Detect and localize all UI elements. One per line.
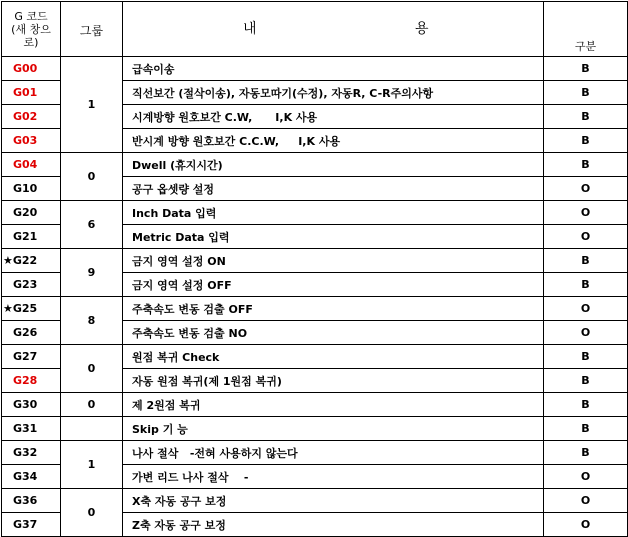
g-code-cell xyxy=(2,489,61,513)
g-code-label[interactable]: G03 xyxy=(13,134,38,147)
classification-cell: B xyxy=(544,129,628,153)
classification-cell: B xyxy=(544,393,628,417)
header-g-code xyxy=(2,2,61,57)
header-content-right: 용 xyxy=(415,21,429,37)
classification-cell: O xyxy=(544,225,628,249)
description-cell: 주축속도 변동 검출 NO xyxy=(123,321,544,345)
g-code-label[interactable]: G00 xyxy=(13,62,38,75)
g-code-cell xyxy=(2,201,61,225)
table-row xyxy=(2,201,628,225)
g-code-label[interactable]: G04 xyxy=(13,158,38,171)
classification-cell: B xyxy=(544,249,628,273)
classification-cell: B xyxy=(544,105,628,129)
g-code-label: G31 xyxy=(13,422,38,435)
g-code-cell xyxy=(2,441,61,465)
g-code-cell xyxy=(2,513,61,537)
description-cell: 제 2원점 복귀 xyxy=(123,393,544,417)
classification-cell: O xyxy=(544,513,628,537)
description-cell: 나사 절삭 -전혀 사용하지 않는다 xyxy=(123,441,544,465)
g-code-label: G23 xyxy=(13,278,38,291)
g-code-cell[interactable] xyxy=(2,129,61,153)
classification-cell: B xyxy=(544,273,628,297)
table-header-row xyxy=(2,2,628,57)
g-code-label: G37 xyxy=(13,518,38,531)
description-cell: X축 자동 공구 보정 xyxy=(123,489,544,513)
star-icon: ★ xyxy=(3,254,13,267)
g-code-label: G34 xyxy=(13,470,38,483)
g-code-label: G26 xyxy=(13,326,38,339)
header-content xyxy=(123,2,544,57)
classification-cell: B xyxy=(544,441,628,465)
description-cell: 급속이송 xyxy=(123,57,544,81)
g-code-label: G10 xyxy=(13,182,38,195)
g-code-cell xyxy=(2,393,61,417)
g-code-cell xyxy=(2,177,61,201)
g-code-label: G30 xyxy=(13,398,38,411)
group-cell xyxy=(61,417,123,441)
g-code-label: G25 xyxy=(12,302,38,315)
g-code-cell xyxy=(2,249,61,273)
g-code-cell xyxy=(2,345,61,369)
group-cell: 0 xyxy=(61,153,123,201)
table-body xyxy=(2,57,628,537)
classification-cell: O xyxy=(544,465,628,489)
g-code-label: G32 xyxy=(13,446,38,459)
description-cell: 주축속도 변동 검출 OFF xyxy=(123,297,544,321)
description-cell: 금지 영역 설정 OFF xyxy=(123,273,544,297)
group-cell: 0 xyxy=(61,393,123,417)
description-cell: 자동 원점 복귀(제 1원점 복귀) xyxy=(123,369,544,393)
description-cell: Inch Data 입력 xyxy=(123,201,544,225)
g-code-cell[interactable] xyxy=(2,81,61,105)
table-row xyxy=(2,393,628,417)
classification-cell: B xyxy=(544,57,628,81)
g-code-label: G27 xyxy=(13,350,38,363)
table-row xyxy=(2,297,628,321)
g-code-cell[interactable] xyxy=(2,57,61,81)
header-classification: 구분 xyxy=(544,2,628,57)
header-content-left: 내 xyxy=(243,21,257,37)
g-code-cell xyxy=(2,321,61,345)
g-code-cell xyxy=(2,225,61,249)
classification-cell: O xyxy=(544,321,628,345)
classification-cell: O xyxy=(544,177,628,201)
g-code-cell[interactable] xyxy=(2,369,61,393)
g-code-cell xyxy=(2,297,61,321)
header-group: 그룹 xyxy=(61,2,123,57)
g-code-label: G20 xyxy=(13,206,38,219)
description-cell: Skip 기 능 xyxy=(123,417,544,441)
table-row xyxy=(2,57,628,81)
g-code-label: G36 xyxy=(13,494,38,507)
classification-cell: B xyxy=(544,153,628,177)
g-code-label[interactable]: G02 xyxy=(13,110,38,123)
table-row xyxy=(2,417,628,441)
classification-cell: B xyxy=(544,369,628,393)
table-row xyxy=(2,249,628,273)
description-cell: 공구 옵셋량 설정 xyxy=(123,177,544,201)
group-cell: 1 xyxy=(61,441,123,489)
g-code-cell xyxy=(2,465,61,489)
description-cell: Dwell (휴지시간) xyxy=(123,153,544,177)
group-cell: 8 xyxy=(61,297,123,345)
table-row xyxy=(2,345,628,369)
table-row xyxy=(2,489,628,513)
description-cell: Z축 자동 공구 보정 xyxy=(123,513,544,537)
g-code-cell xyxy=(2,273,61,297)
description-cell: 금지 영역 설정 ON xyxy=(123,249,544,273)
g-code-label[interactable]: G01 xyxy=(13,86,38,99)
group-cell: 1 xyxy=(61,57,123,153)
classification-cell: B xyxy=(544,81,628,105)
table-row xyxy=(2,441,628,465)
group-cell: 0 xyxy=(61,345,123,393)
g-code-label: G21 xyxy=(13,230,38,243)
g-code-table xyxy=(1,1,628,537)
g-code-cell xyxy=(2,417,61,441)
g-code-label: G22 xyxy=(12,254,38,267)
group-cell: 0 xyxy=(61,489,123,537)
star-icon: ★ xyxy=(3,302,13,315)
table-row xyxy=(2,153,628,177)
description-cell: 직선보간 (절삭이송), 자동모따기(수정), 자동R, C-R주의사항 xyxy=(123,81,544,105)
classification-cell: O xyxy=(544,201,628,225)
g-code-cell[interactable] xyxy=(2,153,61,177)
group-cell: 6 xyxy=(61,201,123,249)
group-cell: 9 xyxy=(61,249,123,297)
description-cell: 반시계 방향 원호보간 C.C.W, I,K 사용 xyxy=(123,129,544,153)
classification-cell: B xyxy=(544,345,628,369)
classification-cell: O xyxy=(544,297,628,321)
description-cell: 가변 리드 나사 절삭 - xyxy=(123,465,544,489)
description-cell: Metric Data 입력 xyxy=(123,225,544,249)
description-cell: 원점 복귀 Check xyxy=(123,345,544,369)
g-code-cell[interactable] xyxy=(2,105,61,129)
header-g-code-label[interactable]: G 코드 (새 창으 로) xyxy=(11,9,51,49)
description-cell: 시계방향 원호보간 C.W, I,K 사용 xyxy=(123,105,544,129)
g-code-label[interactable]: G28 xyxy=(13,374,38,387)
classification-cell: B xyxy=(544,417,628,441)
classification-cell: O xyxy=(544,489,628,513)
